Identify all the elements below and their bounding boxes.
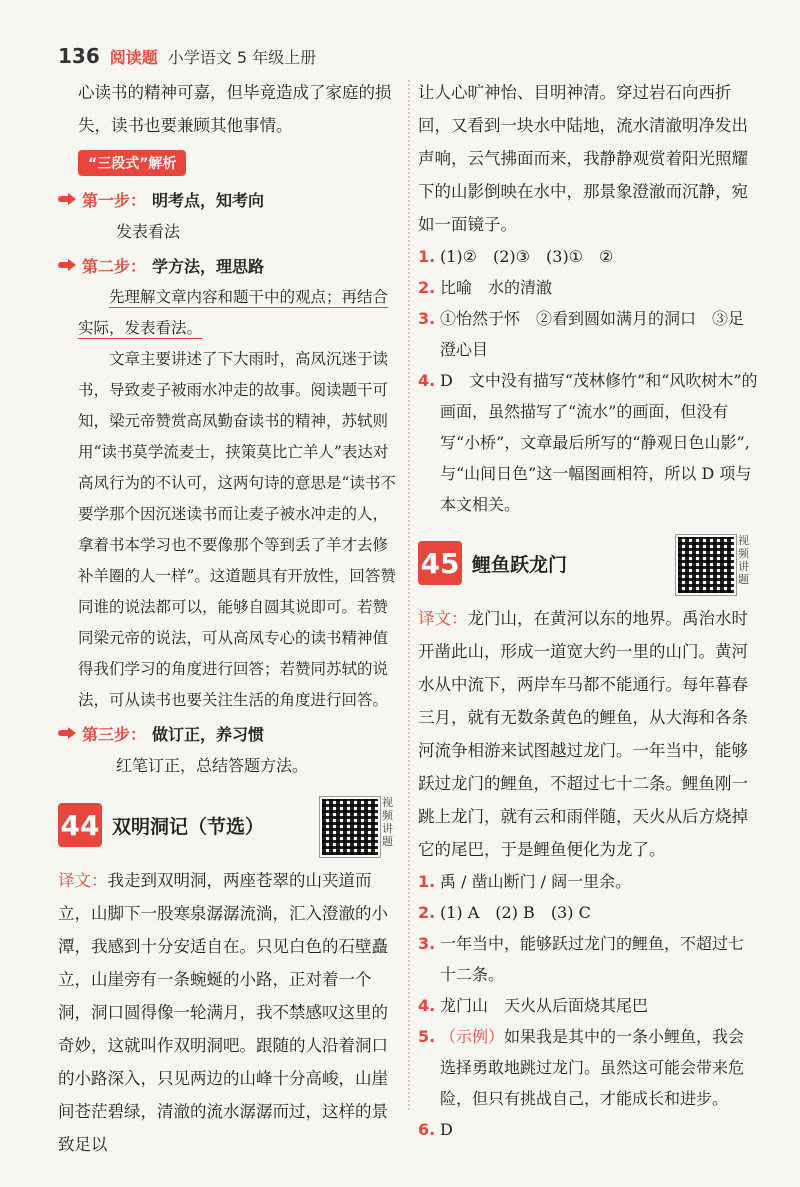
answer-text: ①怡然于怀 ②看到圆如满月的洞口 ③足澄心目 <box>440 309 745 359</box>
answer-number: 3. <box>418 934 436 953</box>
step-3 <box>58 716 398 750</box>
step-1-content: 发表看法 <box>116 222 181 241</box>
book-title: 小学语文 5 年级上册 <box>167 48 317 67</box>
lesson-45-title: 鲤鱼跃龙门 <box>472 553 568 576</box>
answer-item <box>418 365 758 520</box>
continued-translation: 让人心旷神怡、目明神清。穿过岩石向西折回，又看到一块水中陆地，流水清澈明净发出声响，云气拂面而来，我静静观赏着阳光照耀下的山影倒映在水中，那景象澄澈而沉静，宛如一面镜子。 <box>418 83 748 234</box>
answer-item <box>418 241 758 272</box>
step-2-analysis: 文章主要讲述了下大雨时，高凤沉迷于读书，导致麦子被雨水冲走的故事。阅读题干可知，梁元帝赞赏高凤勤奋读书的精神，苏轼则用“读书莫学流麦士，挟策莫比亡羊人”表达对高凤行为的不认可，这两句诗的意思是“读书不要学那个因沉迷读书而让麦子被水冲走的人，拿着书本学习也不要像那个等到丢了羊才去修补羊圈的人一样”。这道题具有开放性，回答赞同谁的说法都可以，能够自圆其说即可。若赞同梁元帝的说法，可从高凤专心的读书精神值得我们学习的角度进行回答；若赞同苏轼的说法，可从读书也要关注生活的角度进行回答。 <box>78 350 396 709</box>
qr-label: 视频讲题 <box>738 534 749 586</box>
step-2-method: 先理解文章内容和题干中的观点；再结合实际，发表看法。 <box>78 288 389 337</box>
answer-number: 2. <box>418 278 436 297</box>
page-header <box>58 44 316 70</box>
answer-item <box>418 1114 758 1145</box>
answers-44 <box>418 241 758 520</box>
answer-item <box>418 303 758 365</box>
answer-item <box>418 897 758 928</box>
answer-text: 禹 / 凿山断门 / 阔一里余。 <box>440 872 632 891</box>
step-3-content: 红笔订正，总结答题方法。 <box>116 756 309 775</box>
step-2-title: 学方法，理思路 <box>152 256 265 276</box>
step-1 <box>58 182 398 216</box>
answer-text: (1) A (2) B (3) C <box>440 903 591 922</box>
answer-item <box>418 990 758 1021</box>
answer-number: 2. <box>418 903 436 922</box>
translation-text: 我走到双明洞，两座苍翠的山夹道而立，山脚下一股寒泉潺潺流淌，汇入澄澈的小潭，我感到十分安适自在。只见白色的石壁矗立，山崖旁有一条蜿蜒的小路，正对着一个洞，洞口圆得像一轮满月，我不禁感叹这里的奇妙，这就叫作双明洞吧。跟随的人沿着洞口的小路深入，只见两边的山峰十分高峻，山崖间苍茫碧绿，清澈的流水潺潺而过，这样的景致足以 <box>58 871 388 1154</box>
answer-number: 1. <box>418 872 436 891</box>
section-tag: 阅读题 <box>109 48 158 67</box>
pointer-icon <box>58 727 76 739</box>
translation-text: 龙门山，在黄河以东的地界。禹治水时开凿此山，形成一道宽大约一里的山门。黄河水从中流下，两岸车马都不能通行。每年暮春三月，就有无数条黄色的鲤鱼，从大海和各条河流争相游来试图越过龙门。一年当中，能够跃过龙门的鲤鱼，不超过七十二条。鲤鱼刚一跳上龙门，就有云和雨伴随，天火从后方烧掉它的尾巴，于是鲤鱼便化为龙了。 <box>418 609 748 859</box>
qr-code-icon[interactable] <box>320 797 380 857</box>
answer-number: 3. <box>418 309 436 328</box>
qr-label: 视频讲题 <box>382 796 393 848</box>
answer-text: (1)② (2)③ (3)① ② <box>440 247 614 266</box>
step-2 <box>58 248 398 282</box>
step-3-title: 做订正，养习惯 <box>152 724 265 744</box>
step-2-label: 第二步： <box>82 256 147 276</box>
step-1-label: 第一步： <box>82 190 147 210</box>
page-number: 136 <box>58 44 100 68</box>
lesson-44-number: 44 <box>58 803 102 847</box>
answer-item <box>418 928 758 990</box>
column-divider <box>408 80 410 1110</box>
translation-label: 译文： <box>58 871 108 890</box>
answer-number: 5. <box>418 1027 436 1046</box>
answer-text: 如果我是其中的一条小鲤鱼，我会选择勇敢地跳过龙门。虽然这可能会带来危险，但只有挑战自己，才能成长和进步。 <box>440 1027 745 1108</box>
answer-text: D 文中没有描写“茂林修竹”和“风吹树木”的画面，虽然描写了“流水”的画面，但没有写“小桥”，文章最后所写的“静观日色山影”,与“山间日色”这一幅图画相符，所以 D 项与本文相关。 <box>440 371 758 514</box>
example-label: （示例） <box>440 1027 505 1046</box>
qr-code-icon[interactable] <box>676 535 736 595</box>
lesson-45-number: 45 <box>418 541 462 585</box>
answer-text: 龙门山 天火从后面烧其尾巴 <box>440 996 649 1015</box>
intro-paragraph: 心读书的精神可嘉，但毕竟造成了家庭的损失，读书也要兼顾其他事情。 <box>78 83 392 135</box>
lesson-44-title: 双明洞记（节选） <box>112 815 265 838</box>
answer-number: 4. <box>418 371 436 390</box>
step-1-title: 明考点，知考向 <box>152 190 265 210</box>
lesson-44-header <box>58 794 398 856</box>
answer-number: 1. <box>418 247 436 266</box>
answer-text-wrap <box>440 1021 758 1114</box>
pointer-icon <box>58 259 76 271</box>
pointer-icon <box>58 193 76 205</box>
answer-text: D <box>440 1120 453 1139</box>
lesson-45-header <box>418 532 758 594</box>
answer-text: 比喻 水的清澈 <box>440 278 553 297</box>
answer-number: 4. <box>418 996 436 1015</box>
answer-item <box>418 272 758 303</box>
right-column <box>418 76 758 1145</box>
lesson-45-translation <box>418 602 758 866</box>
lesson-44-translation <box>58 864 398 1161</box>
step-3-label: 第三步： <box>82 724 147 744</box>
three-step-badge: “三段式”解析 <box>78 150 186 176</box>
answer-text: 一年当中，能够跃过龙门的鲤鱼，不超过七十二条。 <box>440 934 745 984</box>
answer-item <box>418 866 758 897</box>
translation-label: 译文： <box>418 609 468 628</box>
answer-number: 6. <box>418 1120 436 1139</box>
answer-item <box>418 1021 758 1114</box>
answers-45 <box>418 866 758 1145</box>
left-column <box>58 76 398 1161</box>
step-2-method-wrap <box>58 282 398 344</box>
